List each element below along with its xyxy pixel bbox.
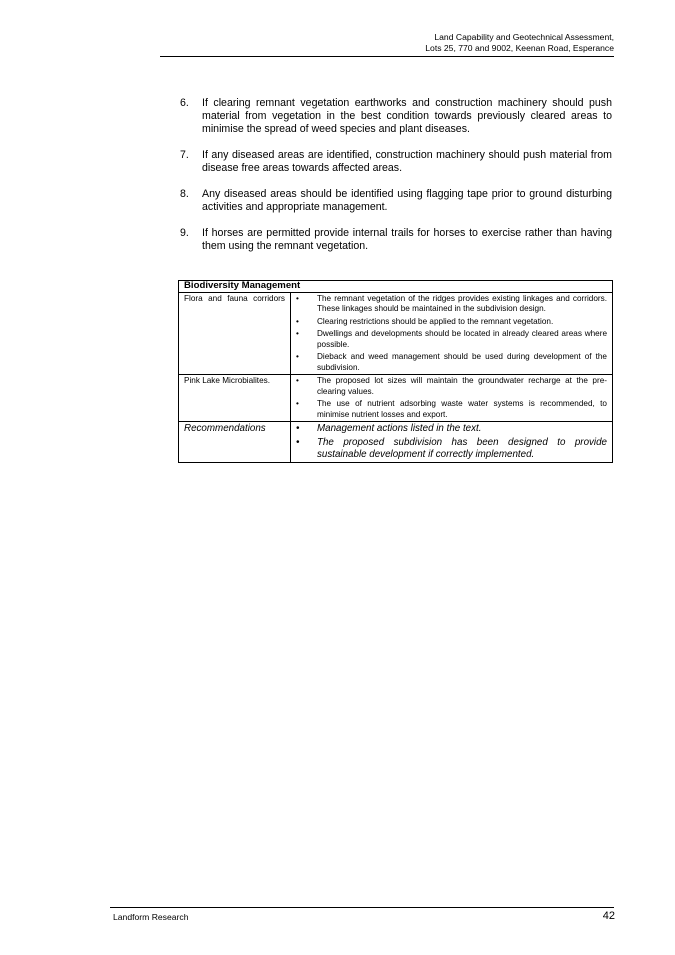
bullet-item (296, 423, 607, 435)
table-row (179, 375, 613, 422)
list-item (180, 188, 612, 214)
bullet-icon: • (296, 293, 299, 303)
bullet-icon: • (296, 399, 299, 408)
list-item-text: Any diseased areas should be identified using flagging tape prior to ground disturbing activities and appropriate management. (202, 188, 612, 213)
bullet-item (296, 294, 607, 315)
table-row-topic: Recommendations (179, 422, 291, 463)
list-item-text: If any diseased areas are identified, construction machinery should push material from disease free areas towards affected areas. (202, 149, 612, 174)
header-line-1: Land Capability and Geotechnical Assessment, (434, 32, 614, 42)
bullet-icon: • (296, 329, 299, 338)
bullet-item (296, 376, 607, 397)
footer-rule (110, 907, 614, 908)
biodiversity-management-table (178, 280, 613, 463)
bullet-text: Dieback and weed management should be used during development of the subdivision. (317, 352, 607, 372)
bullet-icon: • (296, 352, 299, 361)
list-item-number: 9. (180, 227, 189, 239)
page-header (160, 32, 614, 54)
list-item (180, 227, 612, 253)
bullet-text: The use of nutrient adsorbing waste water systems is recommended, to minimise nutrient losses and export. (317, 399, 607, 419)
list-item-number: 8. (180, 188, 189, 200)
list-item-text: If horses are permitted provide internal trails for horses to exercise rather than having them using the remnant vegetation. (202, 227, 612, 252)
bullet-text: The remnant vegetation of the ridges provides existing linkages and corridors. These linkages should be maintained in the subdivision design. (317, 293, 607, 313)
list-item (180, 149, 612, 175)
bullet-icon: • (296, 437, 300, 448)
bullet-icon: • (296, 423, 300, 434)
table-row-items (291, 375, 613, 422)
table-row-items (291, 422, 613, 463)
list-item (180, 97, 612, 136)
bullet-item (296, 399, 607, 420)
bullet-item (296, 317, 607, 328)
bullet-text: Clearing restrictions should be applied to the remnant vegetation. (317, 316, 554, 326)
table-row (179, 422, 613, 463)
list-item-number: 7. (180, 149, 189, 161)
header-rule (160, 56, 614, 57)
numbered-list (180, 97, 612, 266)
footer-organization: Landform Research (113, 912, 189, 922)
bullet-text: Dwellings and developments should be located in already cleared areas where possible. (317, 329, 607, 349)
bullet-item (296, 352, 607, 373)
list-item-number: 6. (180, 97, 189, 109)
table-row-items (291, 292, 613, 375)
table-row-topic: Flora and fauna corridors (179, 292, 291, 375)
page-number: 42 (602, 910, 615, 922)
bullet-text: The proposed subdivision has been designed to provide sustainable development if correctly implemented. (317, 437, 607, 460)
table-row-topic: Pink Lake Microbialites. (179, 375, 291, 422)
bullet-icon: • (296, 316, 299, 326)
bullet-item (296, 437, 607, 461)
table-row (179, 292, 613, 375)
bullet-text: Management actions listed in the text. (317, 423, 482, 434)
bullet-item (296, 329, 607, 350)
bullet-icon: • (296, 376, 299, 385)
header-line-2: Lots 25, 770 and 9002, Keenan Road, Esperance (425, 43, 614, 53)
list-item-text: If clearing remnant vegetation earthworks and construction machinery should push material from vegetation in the best condition towards previously cleared areas to minimise the spread of weed species and plant diseases. (202, 97, 612, 135)
bullet-text: The proposed lot sizes will maintain the groundwater recharge at the pre-clearing values. (317, 376, 607, 396)
table-title: Biodiversity Management (179, 281, 613, 293)
